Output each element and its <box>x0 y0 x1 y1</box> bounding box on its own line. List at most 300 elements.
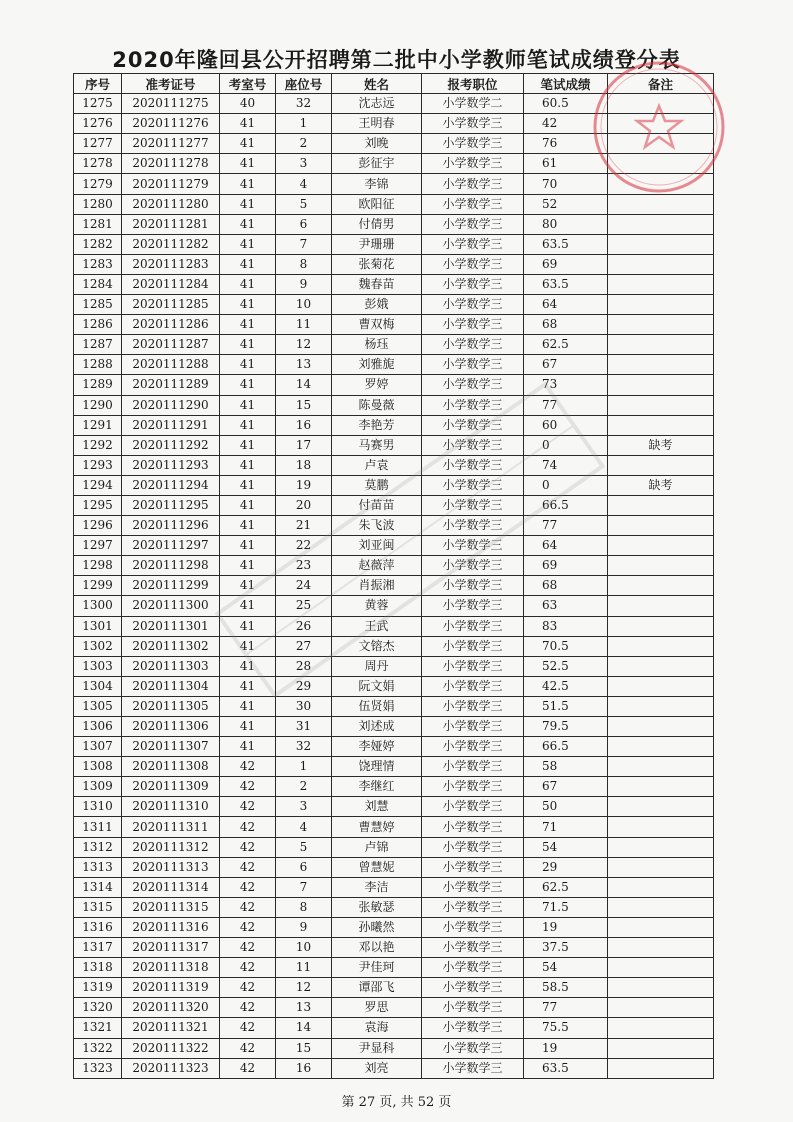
cell-post: 小学数学三 <box>422 315 524 335</box>
cell-name: 朱飞波 <box>332 516 422 536</box>
cell-seat: 9 <box>276 917 332 937</box>
cell-seq: 1320 <box>74 998 122 1018</box>
cell-remark <box>608 877 714 897</box>
table-header-row <box>74 74 714 94</box>
table-row <box>74 576 714 596</box>
cell-seq: 1287 <box>74 335 122 355</box>
cell-post: 小学数学三 <box>422 395 524 415</box>
table-row <box>74 938 714 958</box>
col-header-remark: 备注 <box>608 74 714 94</box>
cell-remark <box>608 194 714 214</box>
cell-name: 陈曼薇 <box>332 395 422 415</box>
cell-score: 71 <box>524 817 608 837</box>
col-header-name: 姓名 <box>332 74 422 94</box>
col-header-ticket: 准考证号 <box>122 74 220 94</box>
cell-ticket: 2020111310 <box>122 797 220 817</box>
cell-ticket: 2020111315 <box>122 897 220 917</box>
cell-room: 41 <box>220 154 276 174</box>
cell-remark <box>608 817 714 837</box>
table-row <box>74 435 714 455</box>
table-body <box>74 94 714 1079</box>
cell-room: 42 <box>220 938 276 958</box>
col-header-seat: 座位号 <box>276 74 332 94</box>
cell-seat: 3 <box>276 154 332 174</box>
cell-post: 小学数学三 <box>422 1038 524 1058</box>
cell-remark <box>608 978 714 998</box>
cell-ticket: 2020111294 <box>122 475 220 495</box>
table-row <box>74 415 714 435</box>
cell-room: 42 <box>220 1018 276 1038</box>
cell-ticket: 2020111320 <box>122 998 220 1018</box>
cell-post: 小学数学三 <box>422 877 524 897</box>
cell-name: 李锦 <box>332 174 422 194</box>
cell-seq: 1312 <box>74 837 122 857</box>
cell-post: 小学数学二 <box>422 94 524 114</box>
cell-post: 小学数学三 <box>422 335 524 355</box>
cell-score: 63.5 <box>524 274 608 294</box>
cell-score: 71.5 <box>524 897 608 917</box>
cell-seq: 1278 <box>74 154 122 174</box>
cell-name: 邓以艳 <box>332 938 422 958</box>
cell-remark <box>608 455 714 475</box>
cell-remark <box>608 958 714 978</box>
cell-name: 伍贤娟 <box>332 696 422 716</box>
cell-score: 62.5 <box>524 335 608 355</box>
cell-room: 41 <box>220 696 276 716</box>
cell-post: 小学数学三 <box>422 355 524 375</box>
cell-name: 王武 <box>332 616 422 636</box>
cell-post: 小学数学三 <box>422 837 524 857</box>
table-row <box>74 254 714 274</box>
cell-name: 彭娥 <box>332 295 422 315</box>
cell-room: 42 <box>220 817 276 837</box>
cell-seat: 4 <box>276 174 332 194</box>
table-row <box>74 978 714 998</box>
table-row <box>74 917 714 937</box>
cell-score: 52.5 <box>524 656 608 676</box>
cell-remark <box>608 938 714 958</box>
cell-seat: 12 <box>276 335 332 355</box>
cell-name: 马赛男 <box>332 435 422 455</box>
cell-ticket: 2020111307 <box>122 737 220 757</box>
cell-score: 83 <box>524 616 608 636</box>
cell-post: 小学数学三 <box>422 174 524 194</box>
cell-seat: 14 <box>276 1018 332 1038</box>
cell-seq: 1308 <box>74 757 122 777</box>
cell-remark <box>608 696 714 716</box>
cell-score: 60.5 <box>524 94 608 114</box>
cell-ticket: 2020111289 <box>122 375 220 395</box>
cell-ticket: 2020111279 <box>122 174 220 194</box>
cell-seq: 1288 <box>74 355 122 375</box>
cell-name: 刘晚 <box>332 134 422 154</box>
cell-post: 小学数学三 <box>422 616 524 636</box>
cell-score: 19 <box>524 1038 608 1058</box>
cell-seat: 16 <box>276 415 332 435</box>
cell-post: 小学数学三 <box>422 978 524 998</box>
cell-seq: 1302 <box>74 636 122 656</box>
cell-post: 小学数学三 <box>422 536 524 556</box>
cell-seat: 1 <box>276 114 332 134</box>
cell-ticket: 2020111293 <box>122 455 220 475</box>
cell-seq: 1293 <box>74 455 122 475</box>
cell-ticket: 2020111275 <box>122 94 220 114</box>
table-row <box>74 214 714 234</box>
cell-room: 41 <box>220 415 276 435</box>
table-row <box>74 455 714 475</box>
cell-score: 54 <box>524 958 608 978</box>
cell-seq: 1305 <box>74 696 122 716</box>
cell-seq: 1292 <box>74 435 122 455</box>
cell-room: 41 <box>220 274 276 294</box>
cell-score: 67 <box>524 355 608 375</box>
col-header-seq: 序号 <box>74 74 122 94</box>
cell-score: 63.5 <box>524 1058 608 1078</box>
cell-remark <box>608 857 714 877</box>
cell-name: 阮文娟 <box>332 676 422 696</box>
cell-post: 小学数学三 <box>422 415 524 435</box>
cell-remark <box>608 797 714 817</box>
cell-seq: 1303 <box>74 656 122 676</box>
cell-room: 41 <box>220 475 276 495</box>
table-row <box>74 295 714 315</box>
cell-remark <box>608 576 714 596</box>
cell-seat: 10 <box>276 938 332 958</box>
cell-remark <box>608 234 714 254</box>
cell-seq: 1283 <box>74 254 122 274</box>
cell-room: 41 <box>220 214 276 234</box>
table-row <box>74 757 714 777</box>
cell-ticket: 2020111302 <box>122 636 220 656</box>
cell-ticket: 2020111282 <box>122 234 220 254</box>
cell-seat: 20 <box>276 495 332 515</box>
cell-room: 41 <box>220 234 276 254</box>
table-row <box>74 837 714 857</box>
table-row <box>74 656 714 676</box>
cell-name: 刘慧 <box>332 797 422 817</box>
table-row <box>74 114 714 134</box>
table-row <box>74 1038 714 1058</box>
cell-seat: 10 <box>276 295 332 315</box>
cell-name: 曹慧婷 <box>332 817 422 837</box>
cell-ticket: 2020111283 <box>122 254 220 274</box>
cell-seq: 1321 <box>74 1018 122 1038</box>
cell-seat: 23 <box>276 556 332 576</box>
cell-seq: 1300 <box>74 596 122 616</box>
cell-room: 41 <box>220 656 276 676</box>
cell-post: 小学数学三 <box>422 656 524 676</box>
cell-post: 小学数学三 <box>422 777 524 797</box>
cell-seat: 27 <box>276 636 332 656</box>
cell-remark <box>608 897 714 917</box>
cell-seq: 1291 <box>74 415 122 435</box>
cell-name: 沈志远 <box>332 94 422 114</box>
cell-score: 19 <box>524 917 608 937</box>
cell-name: 孙曦然 <box>332 917 422 937</box>
cell-remark <box>608 94 714 114</box>
cell-name: 刘述成 <box>332 717 422 737</box>
cell-remark <box>608 777 714 797</box>
cell-seq: 1281 <box>74 214 122 234</box>
cell-remark <box>608 415 714 435</box>
cell-ticket: 2020111291 <box>122 415 220 435</box>
cell-seq: 1296 <box>74 516 122 536</box>
cell-score: 62.5 <box>524 877 608 897</box>
table-row <box>74 1018 714 1038</box>
cell-score: 74 <box>524 455 608 475</box>
cell-name: 尹显科 <box>332 1038 422 1058</box>
cell-seat: 8 <box>276 254 332 274</box>
cell-room: 42 <box>220 757 276 777</box>
cell-post: 小学数学三 <box>422 576 524 596</box>
cell-score: 77 <box>524 998 608 1018</box>
cell-seat: 7 <box>276 877 332 897</box>
cell-seat: 13 <box>276 355 332 375</box>
cell-seq: 1311 <box>74 817 122 837</box>
cell-seq: 1322 <box>74 1038 122 1058</box>
cell-room: 41 <box>220 516 276 536</box>
col-header-post: 报考职位 <box>422 74 524 94</box>
cell-name: 刘亮 <box>332 1058 422 1078</box>
cell-ticket: 2020111301 <box>122 616 220 636</box>
cell-ticket: 2020111308 <box>122 757 220 777</box>
cell-post: 小学数学三 <box>422 435 524 455</box>
cell-room: 41 <box>220 495 276 515</box>
cell-room: 41 <box>220 194 276 214</box>
cell-remark <box>608 355 714 375</box>
cell-room: 42 <box>220 1038 276 1058</box>
cell-seat: 32 <box>276 737 332 757</box>
cell-name: 魏春苗 <box>332 274 422 294</box>
cell-score: 66.5 <box>524 737 608 757</box>
cell-seq: 1284 <box>74 274 122 294</box>
cell-name: 肖振湘 <box>332 576 422 596</box>
cell-seat: 22 <box>276 536 332 556</box>
cell-post: 小学数学三 <box>422 194 524 214</box>
cell-seq: 1294 <box>74 475 122 495</box>
cell-name: 袁海 <box>332 1018 422 1038</box>
cell-score: 67 <box>524 777 608 797</box>
cell-post: 小学数学三 <box>422 254 524 274</box>
cell-name: 谭邵飞 <box>332 978 422 998</box>
table-row <box>74 134 714 154</box>
cell-score: 64 <box>524 295 608 315</box>
cell-remark <box>608 114 714 134</box>
page-title: 2020年隆回县公开招聘第二批中小学教师笔试成绩登分表 <box>112 48 681 72</box>
cell-remark <box>608 737 714 757</box>
table-row <box>74 797 714 817</box>
cell-score: 37.5 <box>524 938 608 958</box>
cell-ticket: 2020111284 <box>122 274 220 294</box>
cell-seq: 1304 <box>74 676 122 696</box>
cell-seq: 1297 <box>74 536 122 556</box>
cell-room: 42 <box>220 897 276 917</box>
cell-score: 54 <box>524 837 608 857</box>
cell-score: 58.5 <box>524 978 608 998</box>
cell-ticket: 2020111297 <box>122 536 220 556</box>
cell-seat: 21 <box>276 516 332 536</box>
table-row <box>74 596 714 616</box>
cell-score: 73 <box>524 375 608 395</box>
cell-score: 0 <box>524 475 608 495</box>
cell-remark <box>608 375 714 395</box>
cell-seq: 1307 <box>74 737 122 757</box>
cell-name: 卢锦 <box>332 837 422 857</box>
cell-ticket: 2020111295 <box>122 495 220 515</box>
cell-ticket: 2020111316 <box>122 917 220 937</box>
col-header-room: 考室号 <box>220 74 276 94</box>
cell-seq: 1289 <box>74 375 122 395</box>
cell-remark <box>608 1058 714 1078</box>
cell-post: 小学数学三 <box>422 797 524 817</box>
cell-remark <box>608 536 714 556</box>
cell-name: 饶理情 <box>332 757 422 777</box>
cell-name: 罗婷 <box>332 375 422 395</box>
cell-score: 64 <box>524 536 608 556</box>
cell-remark <box>608 495 714 515</box>
cell-seat: 2 <box>276 134 332 154</box>
cell-post: 小学数学三 <box>422 234 524 254</box>
cell-name: 罗思 <box>332 998 422 1018</box>
cell-score: 61 <box>524 154 608 174</box>
cell-room: 41 <box>220 375 276 395</box>
cell-name: 杨珏 <box>332 335 422 355</box>
cell-ticket: 2020111318 <box>122 958 220 978</box>
cell-post: 小学数学三 <box>422 1018 524 1038</box>
cell-seat: 2 <box>276 777 332 797</box>
cell-post: 小学数学三 <box>422 375 524 395</box>
cell-score: 66.5 <box>524 495 608 515</box>
cell-ticket: 2020111280 <box>122 194 220 214</box>
table-row <box>74 94 714 114</box>
cell-score: 69 <box>524 254 608 274</box>
cell-room: 41 <box>220 556 276 576</box>
cell-score: 75.5 <box>524 1018 608 1038</box>
cell-seq: 1316 <box>74 917 122 937</box>
cell-ticket: 2020111278 <box>122 154 220 174</box>
cell-seat: 1 <box>276 757 332 777</box>
table-row <box>74 1058 714 1078</box>
cell-room: 41 <box>220 134 276 154</box>
table-row <box>74 194 714 214</box>
cell-ticket: 2020111296 <box>122 516 220 536</box>
cell-room: 41 <box>220 737 276 757</box>
cell-room: 41 <box>220 254 276 274</box>
cell-post: 小学数学三 <box>422 938 524 958</box>
cell-ticket: 2020111309 <box>122 777 220 797</box>
cell-post: 小学数学三 <box>422 556 524 576</box>
cell-ticket: 2020111276 <box>122 114 220 134</box>
cell-room: 41 <box>220 435 276 455</box>
cell-name: 李洁 <box>332 877 422 897</box>
table-row <box>74 335 714 355</box>
table-row <box>74 636 714 656</box>
table-row <box>74 495 714 515</box>
cell-seat: 4 <box>276 817 332 837</box>
cell-post: 小学数学三 <box>422 737 524 757</box>
cell-post: 小学数学三 <box>422 134 524 154</box>
cell-post: 小学数学三 <box>422 717 524 737</box>
cell-remark <box>608 636 714 656</box>
cell-seq: 1298 <box>74 556 122 576</box>
cell-remark <box>608 254 714 274</box>
table-row <box>74 696 714 716</box>
cell-post: 小学数学三 <box>422 274 524 294</box>
cell-seq: 1323 <box>74 1058 122 1078</box>
cell-score: 77 <box>524 516 608 536</box>
cell-remark <box>608 656 714 676</box>
table-row <box>74 375 714 395</box>
cell-name: 卢袁 <box>332 455 422 475</box>
cell-score: 29 <box>524 857 608 877</box>
cell-remark <box>608 154 714 174</box>
cell-seq: 1282 <box>74 234 122 254</box>
table-row <box>74 958 714 978</box>
cell-score: 0 <box>524 435 608 455</box>
cell-remark <box>608 596 714 616</box>
cell-room: 41 <box>220 717 276 737</box>
cell-remark <box>608 134 714 154</box>
cell-seat: 30 <box>276 696 332 716</box>
table-row <box>74 274 714 294</box>
table-row <box>74 315 714 335</box>
cell-name: 曹双梅 <box>332 315 422 335</box>
cell-post: 小学数学三 <box>422 696 524 716</box>
cell-seq: 1295 <box>74 495 122 515</box>
cell-score: 68 <box>524 576 608 596</box>
table-row <box>74 536 714 556</box>
cell-remark <box>608 717 714 737</box>
cell-post: 小学数学三 <box>422 636 524 656</box>
cell-post: 小学数学三 <box>422 857 524 877</box>
cell-ticket: 2020111300 <box>122 596 220 616</box>
table-row <box>74 154 714 174</box>
cell-seq: 1315 <box>74 897 122 917</box>
cell-seat: 25 <box>276 596 332 616</box>
cell-post: 小学数学三 <box>422 596 524 616</box>
cell-seat: 29 <box>276 676 332 696</box>
cell-seq: 1299 <box>74 576 122 596</box>
cell-seq: 1286 <box>74 315 122 335</box>
cell-ticket: 2020111286 <box>122 315 220 335</box>
cell-seq: 1301 <box>74 616 122 636</box>
cell-name: 莫鹏 <box>332 475 422 495</box>
cell-name: 刘亚闽 <box>332 536 422 556</box>
cell-room: 40 <box>220 94 276 114</box>
cell-score: 52 <box>524 194 608 214</box>
table-row <box>74 616 714 636</box>
cell-post: 小学数学三 <box>422 917 524 937</box>
cell-ticket: 2020111292 <box>122 435 220 455</box>
cell-ticket: 2020111314 <box>122 877 220 897</box>
cell-name: 付倩男 <box>332 214 422 234</box>
cell-score: 70 <box>524 174 608 194</box>
table-row <box>74 817 714 837</box>
cell-name: 黄蓉 <box>332 596 422 616</box>
table-row <box>74 475 714 495</box>
cell-name: 彭征宇 <box>332 154 422 174</box>
cell-room: 42 <box>220 998 276 1018</box>
cell-post: 小学数学三 <box>422 817 524 837</box>
cell-post: 小学数学三 <box>422 897 524 917</box>
cell-ticket: 2020111281 <box>122 214 220 234</box>
cell-name: 尹珊珊 <box>332 234 422 254</box>
cell-seat: 8 <box>276 897 332 917</box>
table-row <box>74 676 714 696</box>
cell-score: 51.5 <box>524 696 608 716</box>
cell-room: 41 <box>220 596 276 616</box>
cell-ticket: 2020111311 <box>122 817 220 837</box>
